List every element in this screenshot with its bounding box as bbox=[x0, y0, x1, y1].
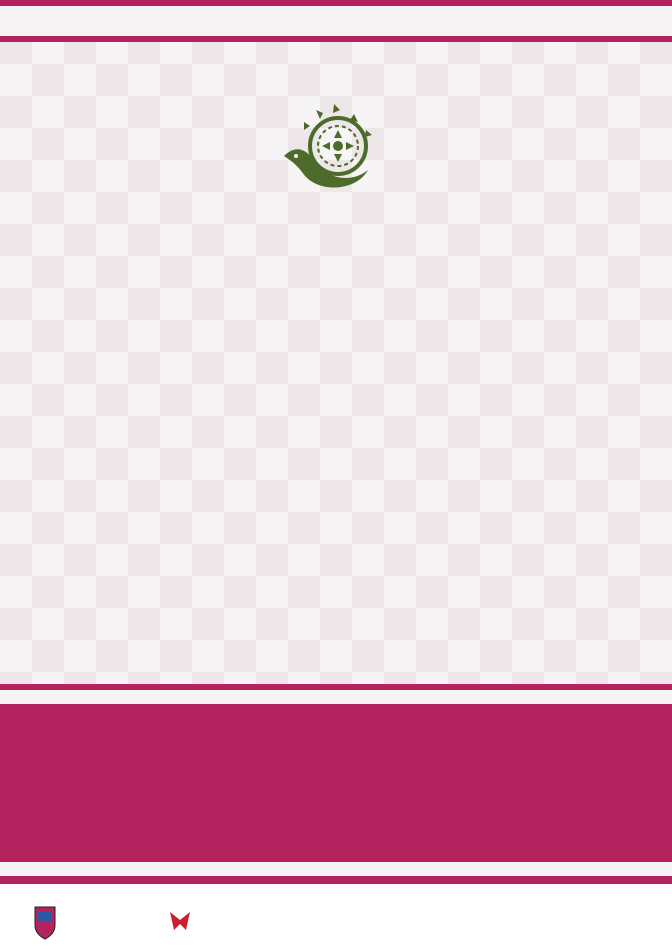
song-year-bird-logo bbox=[276, 100, 386, 196]
bottom-ornament-band bbox=[0, 684, 672, 884]
sponsor-footer bbox=[0, 884, 672, 950]
municipality-coat-of-arms-icon bbox=[34, 906, 56, 940]
top-ornament-band bbox=[0, 0, 672, 42]
culture-centre-logo-icon bbox=[168, 908, 192, 932]
